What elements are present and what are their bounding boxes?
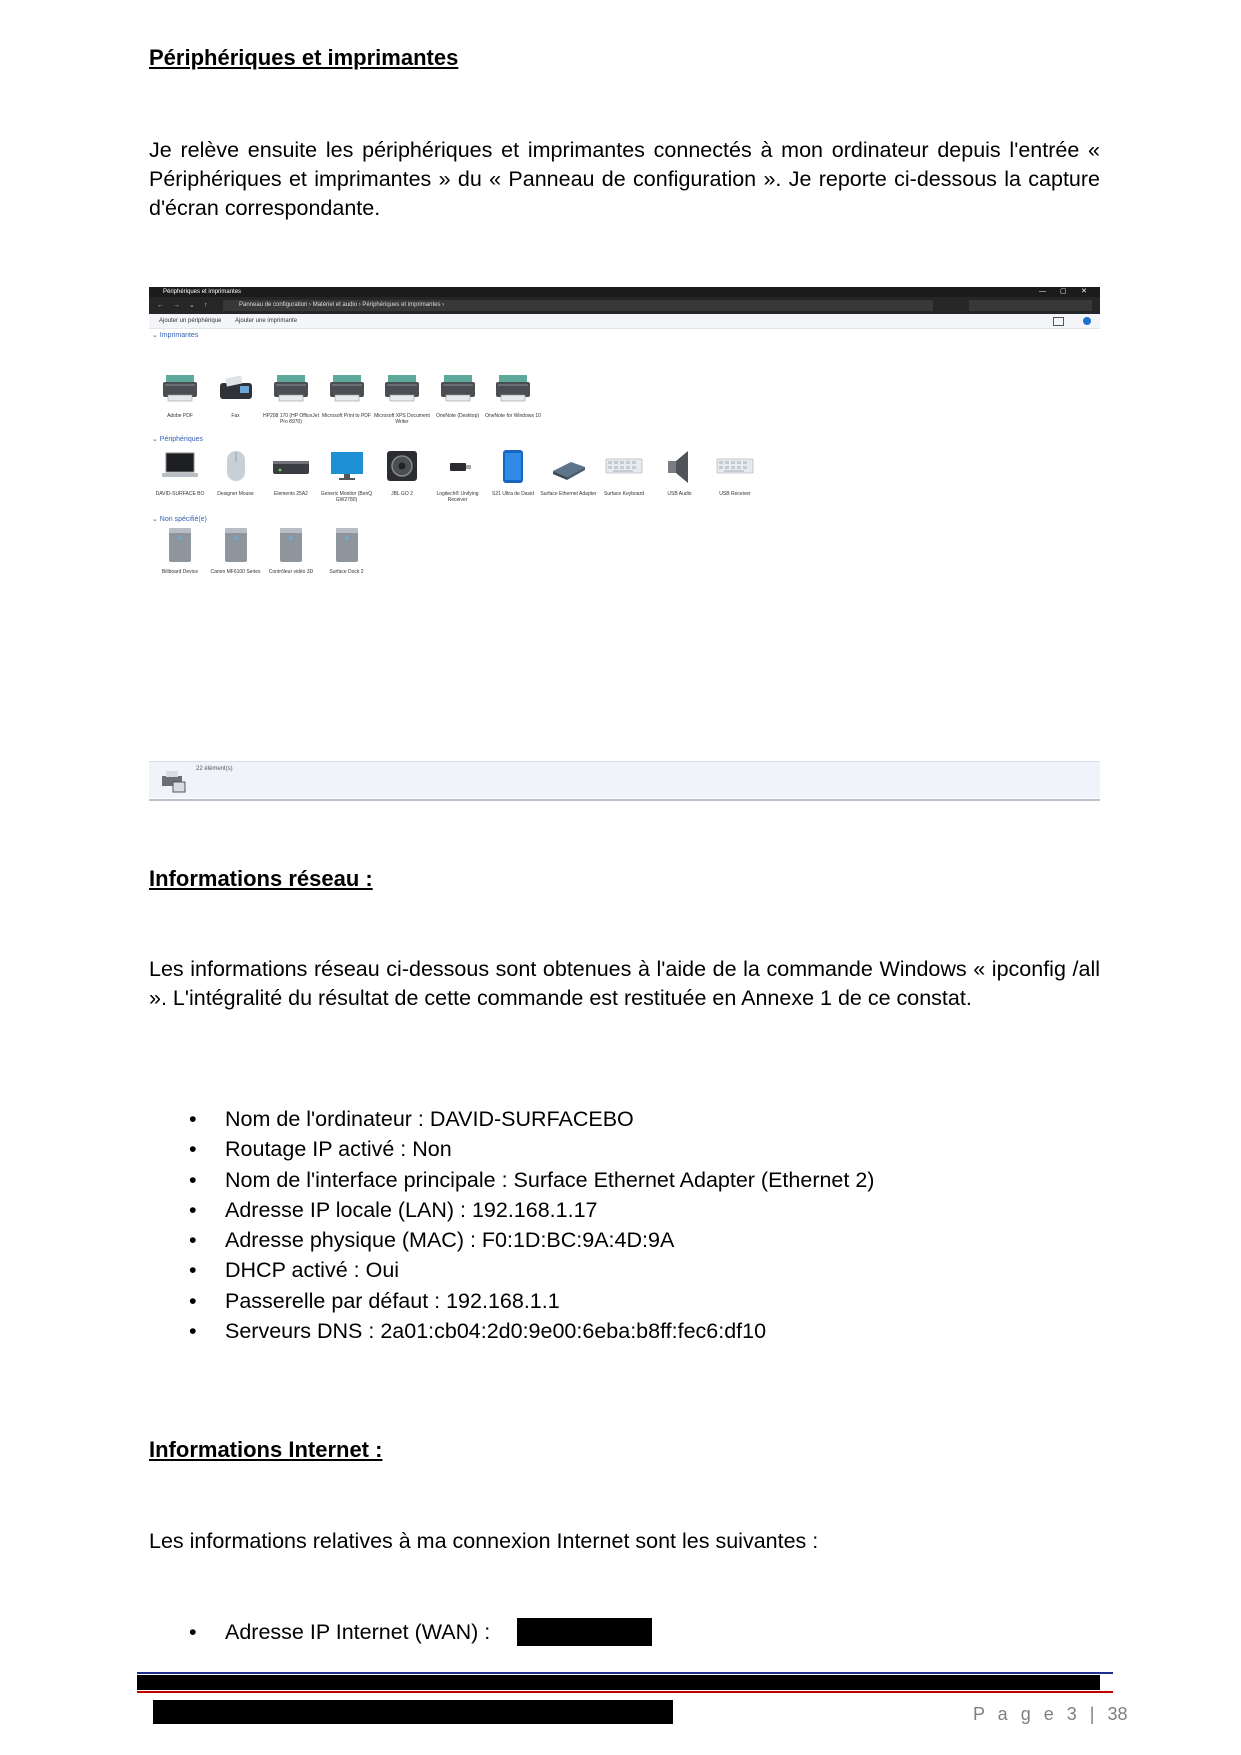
redaction-footer-text xyxy=(153,1700,673,1724)
device-label: Adobe PDF xyxy=(167,413,193,419)
window-title: Périphériques et imprimantes xyxy=(163,289,242,295)
keyboard-icon xyxy=(715,449,755,485)
device-label: Surface Keyboard xyxy=(603,491,645,497)
section-title-peripheriques: Périphériques et imprimantes xyxy=(149,45,459,70)
list-item: • DHCP activé : Oui xyxy=(149,1255,1100,1285)
footer-line-red xyxy=(137,1691,1113,1693)
phone-icon xyxy=(493,449,533,485)
printer-icon xyxy=(438,371,478,407)
redaction-footer-band xyxy=(137,1675,1100,1690)
footer-line-blue xyxy=(137,1672,1113,1674)
device-label: JBL GO 2 xyxy=(391,491,413,497)
paragraph-internet: Les informations relatives à ma connexion Internet sont les suivantes : xyxy=(149,1529,819,1553)
maximize-icon[interactable]: ▢ xyxy=(1060,288,1067,295)
device-label: Fax xyxy=(231,413,240,419)
list-item: • Adresse IP locale (LAN) : 192.168.1.17 xyxy=(149,1195,1100,1225)
device-label: Contrôleur vidéo 3D xyxy=(268,569,314,575)
mouse-icon xyxy=(216,449,256,485)
network-info-list xyxy=(149,1104,1100,1346)
address-bar xyxy=(149,297,1100,314)
fax-icon xyxy=(216,371,256,407)
status-bar xyxy=(149,761,1100,798)
page-total: 38 xyxy=(1107,1704,1128,1724)
forward-icon[interactable]: → xyxy=(173,302,180,309)
printer-icon xyxy=(160,371,200,407)
list-item: • Serveurs DNS : 2a01:cb04:2d0:9e00:6eba:b8ff:fec6:df10 xyxy=(149,1316,1100,1346)
device-label: Elements 25A2 xyxy=(274,491,308,497)
list-item: • Nom de l'interface principale : Surface Ethernet Adapter (Ethernet 2) xyxy=(149,1165,1100,1195)
address-box[interactable] xyxy=(223,300,933,311)
add-device-button[interactable]: Ajouter un périphérique xyxy=(159,318,222,324)
status-count: 22 élément(s) xyxy=(196,766,233,772)
window-titlebar xyxy=(149,287,1100,297)
audio-icon xyxy=(660,449,700,485)
minimize-icon[interactable]: — xyxy=(1039,288,1046,295)
device-label: OneNote for Windows 10 xyxy=(485,413,541,419)
device-label: HP208 170 (HP OfficeJet Pro 8970) xyxy=(263,413,319,425)
list-item: • Adresse physique (MAC) : F0:1D:BC:9A:4D:9A xyxy=(149,1225,1100,1255)
redaction-wan-ip xyxy=(517,1618,652,1646)
device-label: Designer Mouse xyxy=(217,491,254,497)
close-icon[interactable]: ✕ xyxy=(1081,288,1087,295)
page-current: 3 xyxy=(1066,1704,1081,1724)
up-icon[interactable]: ↑ xyxy=(204,302,208,309)
list-item: • Adresse IP Internet (WAN) : xyxy=(149,1617,1100,1647)
drive-icon xyxy=(271,449,311,485)
speaker-icon xyxy=(382,449,422,485)
device-label: Surface Ethernet Adapter xyxy=(540,491,597,497)
device-label: USB Audio xyxy=(667,491,692,497)
section-title-reseau: Informations réseau : xyxy=(149,866,373,891)
device-label: Canon MF6100 Series xyxy=(210,569,261,575)
list-item: • Nom de l'ordinateur : DAVID-SURFACEBO xyxy=(149,1104,1100,1134)
device-label: Surface Dock 2 xyxy=(329,569,364,575)
list-item: • Passerelle par défaut : 192.168.1.1 xyxy=(149,1286,1100,1316)
device-label: OneNote (Desktop) xyxy=(435,413,480,419)
group-non-specifie[interactable]: ⌄ Non spécifié(e) xyxy=(152,516,207,523)
search-input[interactable] xyxy=(969,300,1092,311)
group-peripheriques[interactable]: ⌄ Périphériques xyxy=(152,436,204,443)
network-adapter-icon xyxy=(549,449,589,485)
device-label: Microsoft XPS Document Writer xyxy=(374,413,430,425)
page-label: P a g e xyxy=(973,1704,1058,1724)
group-imprimantes[interactable]: ⌄ Imprimantes xyxy=(152,332,199,339)
paragraph-reseau: Les informations réseau ci-dessous sont obtenues à l'aide de la commande Windows « ipconfig /all ». L'intégralité du résultat de cette commande est restituée en Annexe 1 de ce constat. xyxy=(149,957,1100,1010)
tower-icon xyxy=(160,527,200,563)
recent-chevron-icon[interactable]: ⌄ xyxy=(189,302,195,309)
view-options-icon[interactable] xyxy=(1053,317,1064,326)
monitor-icon xyxy=(327,449,367,485)
device-label: Microsoft Print to PDF xyxy=(322,413,371,419)
add-printer-button[interactable]: Ajouter une imprimante xyxy=(235,318,298,324)
printer-icon xyxy=(327,371,367,407)
device-label: DAVID-SURFACE BO xyxy=(155,491,205,497)
help-icon[interactable] xyxy=(1083,317,1091,325)
tower-icon xyxy=(327,527,367,563)
usb-receiver-icon xyxy=(438,449,478,485)
printer-icon xyxy=(271,371,311,407)
device-label: Generic Monitor (BenQ GW2780) xyxy=(320,491,373,503)
printer-icon xyxy=(493,371,533,407)
device-label: Logitech® Unifying Receiver xyxy=(436,491,479,503)
back-icon[interactable]: ← xyxy=(157,302,164,309)
devices-printers-screenshot xyxy=(149,287,1100,801)
laptop-icon xyxy=(160,449,200,485)
device-label: Billboard Device xyxy=(161,569,199,575)
keyboard-icon xyxy=(604,449,644,485)
list-item: • Routage IP activé : Non xyxy=(149,1134,1100,1164)
tower-icon xyxy=(216,527,256,563)
breadcrumb: Panneau de configuration › Matériel et audio › Périphériques et imprimantes › xyxy=(239,302,445,308)
device-label: S21 Ultra de David xyxy=(492,491,534,497)
printer-icon xyxy=(382,371,422,407)
devices-printers-status-icon xyxy=(159,768,189,794)
section-title-internet: Informations Internet : xyxy=(149,1437,383,1462)
device-label: USB Receiver xyxy=(719,491,751,497)
command-bar xyxy=(149,314,1100,329)
page-number: P a g e 3 | 38 xyxy=(973,1704,1128,1724)
paragraph-peripheriques: Je relève ensuite les périphériques et imprimantes connectés à mon ordinateur depuis l'entrée « Périphériques et imprimantes » du « Panneau de configuration ». Je reporte ci-dessous la capture d'écran correspondante. xyxy=(149,138,1100,220)
tower-icon xyxy=(271,527,311,563)
